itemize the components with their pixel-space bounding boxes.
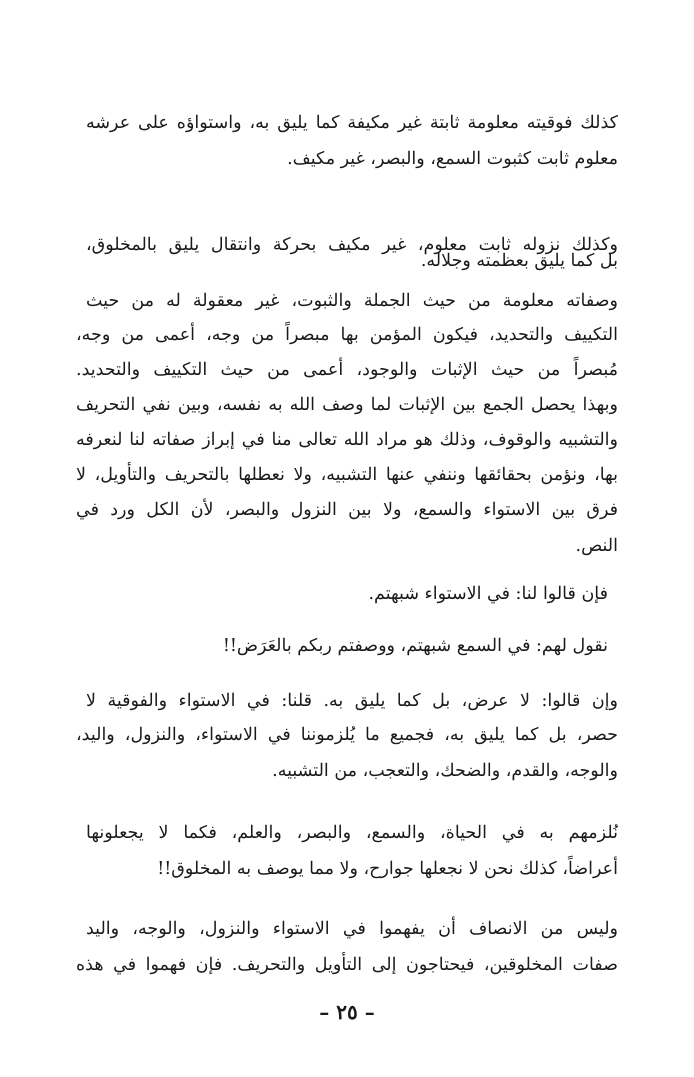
document-page <box>76 0 618 1077</box>
text-line: النص. <box>575 536 618 556</box>
text-line: صفات المخلوقين، فيحتاجون إلى التأويل والتحريف. فإن فهموا في هذه <box>76 955 618 975</box>
text-line: وكذلك نزوله ثابت معلوم، غير مكيف بحركة وانتقال يليق بالمخلوق، <box>86 235 618 255</box>
text-line: التكييف والتحديد، فيكون المؤمن بها مبصراً من وجه، أعمى من وجه، <box>76 325 618 345</box>
text-line: مُبصراً من حيث الإثبات والوجود، أعمى من حيث التكييف والتحديد. <box>76 360 618 380</box>
text-line: نُلزمهم به في الحياة، والسمع، والبصر، والعلم، فكما لا يجعلونها <box>86 823 618 843</box>
text-line: أعراضاً، كذلك نحن لا نجعلها جوارح، ولا مما يوصف به المخلوق!! <box>157 859 618 879</box>
text-line: وليس من الانصاف أن يفهموا في الاستواء والنزول، والوجه، واليد <box>86 919 618 939</box>
page-number: – ٢٥ – <box>319 1000 375 1024</box>
text-line: وإن قالوا: لا عرض، بل كما يليق به. قلنا: في الاستواء والفوقية لا <box>86 691 618 711</box>
text-line: والوجه، والقدم، والضحك، والتعجب، من التشبيه. <box>272 761 618 781</box>
text-line: معلوم ثابت كثبوت السمع، والبصر، غير مكيف. <box>287 149 618 169</box>
text-line: فرق بين الاستواء والسمع، ولا بين النزول والبصر، لأن الكل ورد في <box>76 500 618 520</box>
text-line: فإن قالوا لنا: في الاستواء شبهتم. <box>368 584 608 604</box>
text-line: بها، ونؤمن بحقائقها وننفي عنها التشبيه، ولا نعطلها بالتحريف والتأويل، لا <box>76 465 618 485</box>
text-line: كذلك فوقيته معلومة ثابتة غير مكيفة كما يليق به، واستواؤه على عرشه <box>86 113 618 133</box>
text-line: نقول لهم: في السمع شبهتم، ووصفتم ربكم بالعَرَض!! <box>222 636 608 656</box>
text-line: وبهذا يحصل الجمع بين الإثبات لما وصف الله به نفسه، وبين نفي التحريف <box>76 395 618 415</box>
text-line: حصر، بل كما يليق به، فجميع ما يُلزموننا في الاستواء، والنزول، واليد، <box>76 725 618 745</box>
text-line: بل كما يليق بعظمته وجلاله. <box>420 251 618 271</box>
text-line: وصفاته معلومة من حيث الجملة والثبوت، غير معقولة له من حيث <box>86 291 618 311</box>
text-line: والتشبيه والوقوف، وذلك هو مراد الله تعالى منا في إبراز صفاته لنا لنعرفه <box>76 430 618 450</box>
